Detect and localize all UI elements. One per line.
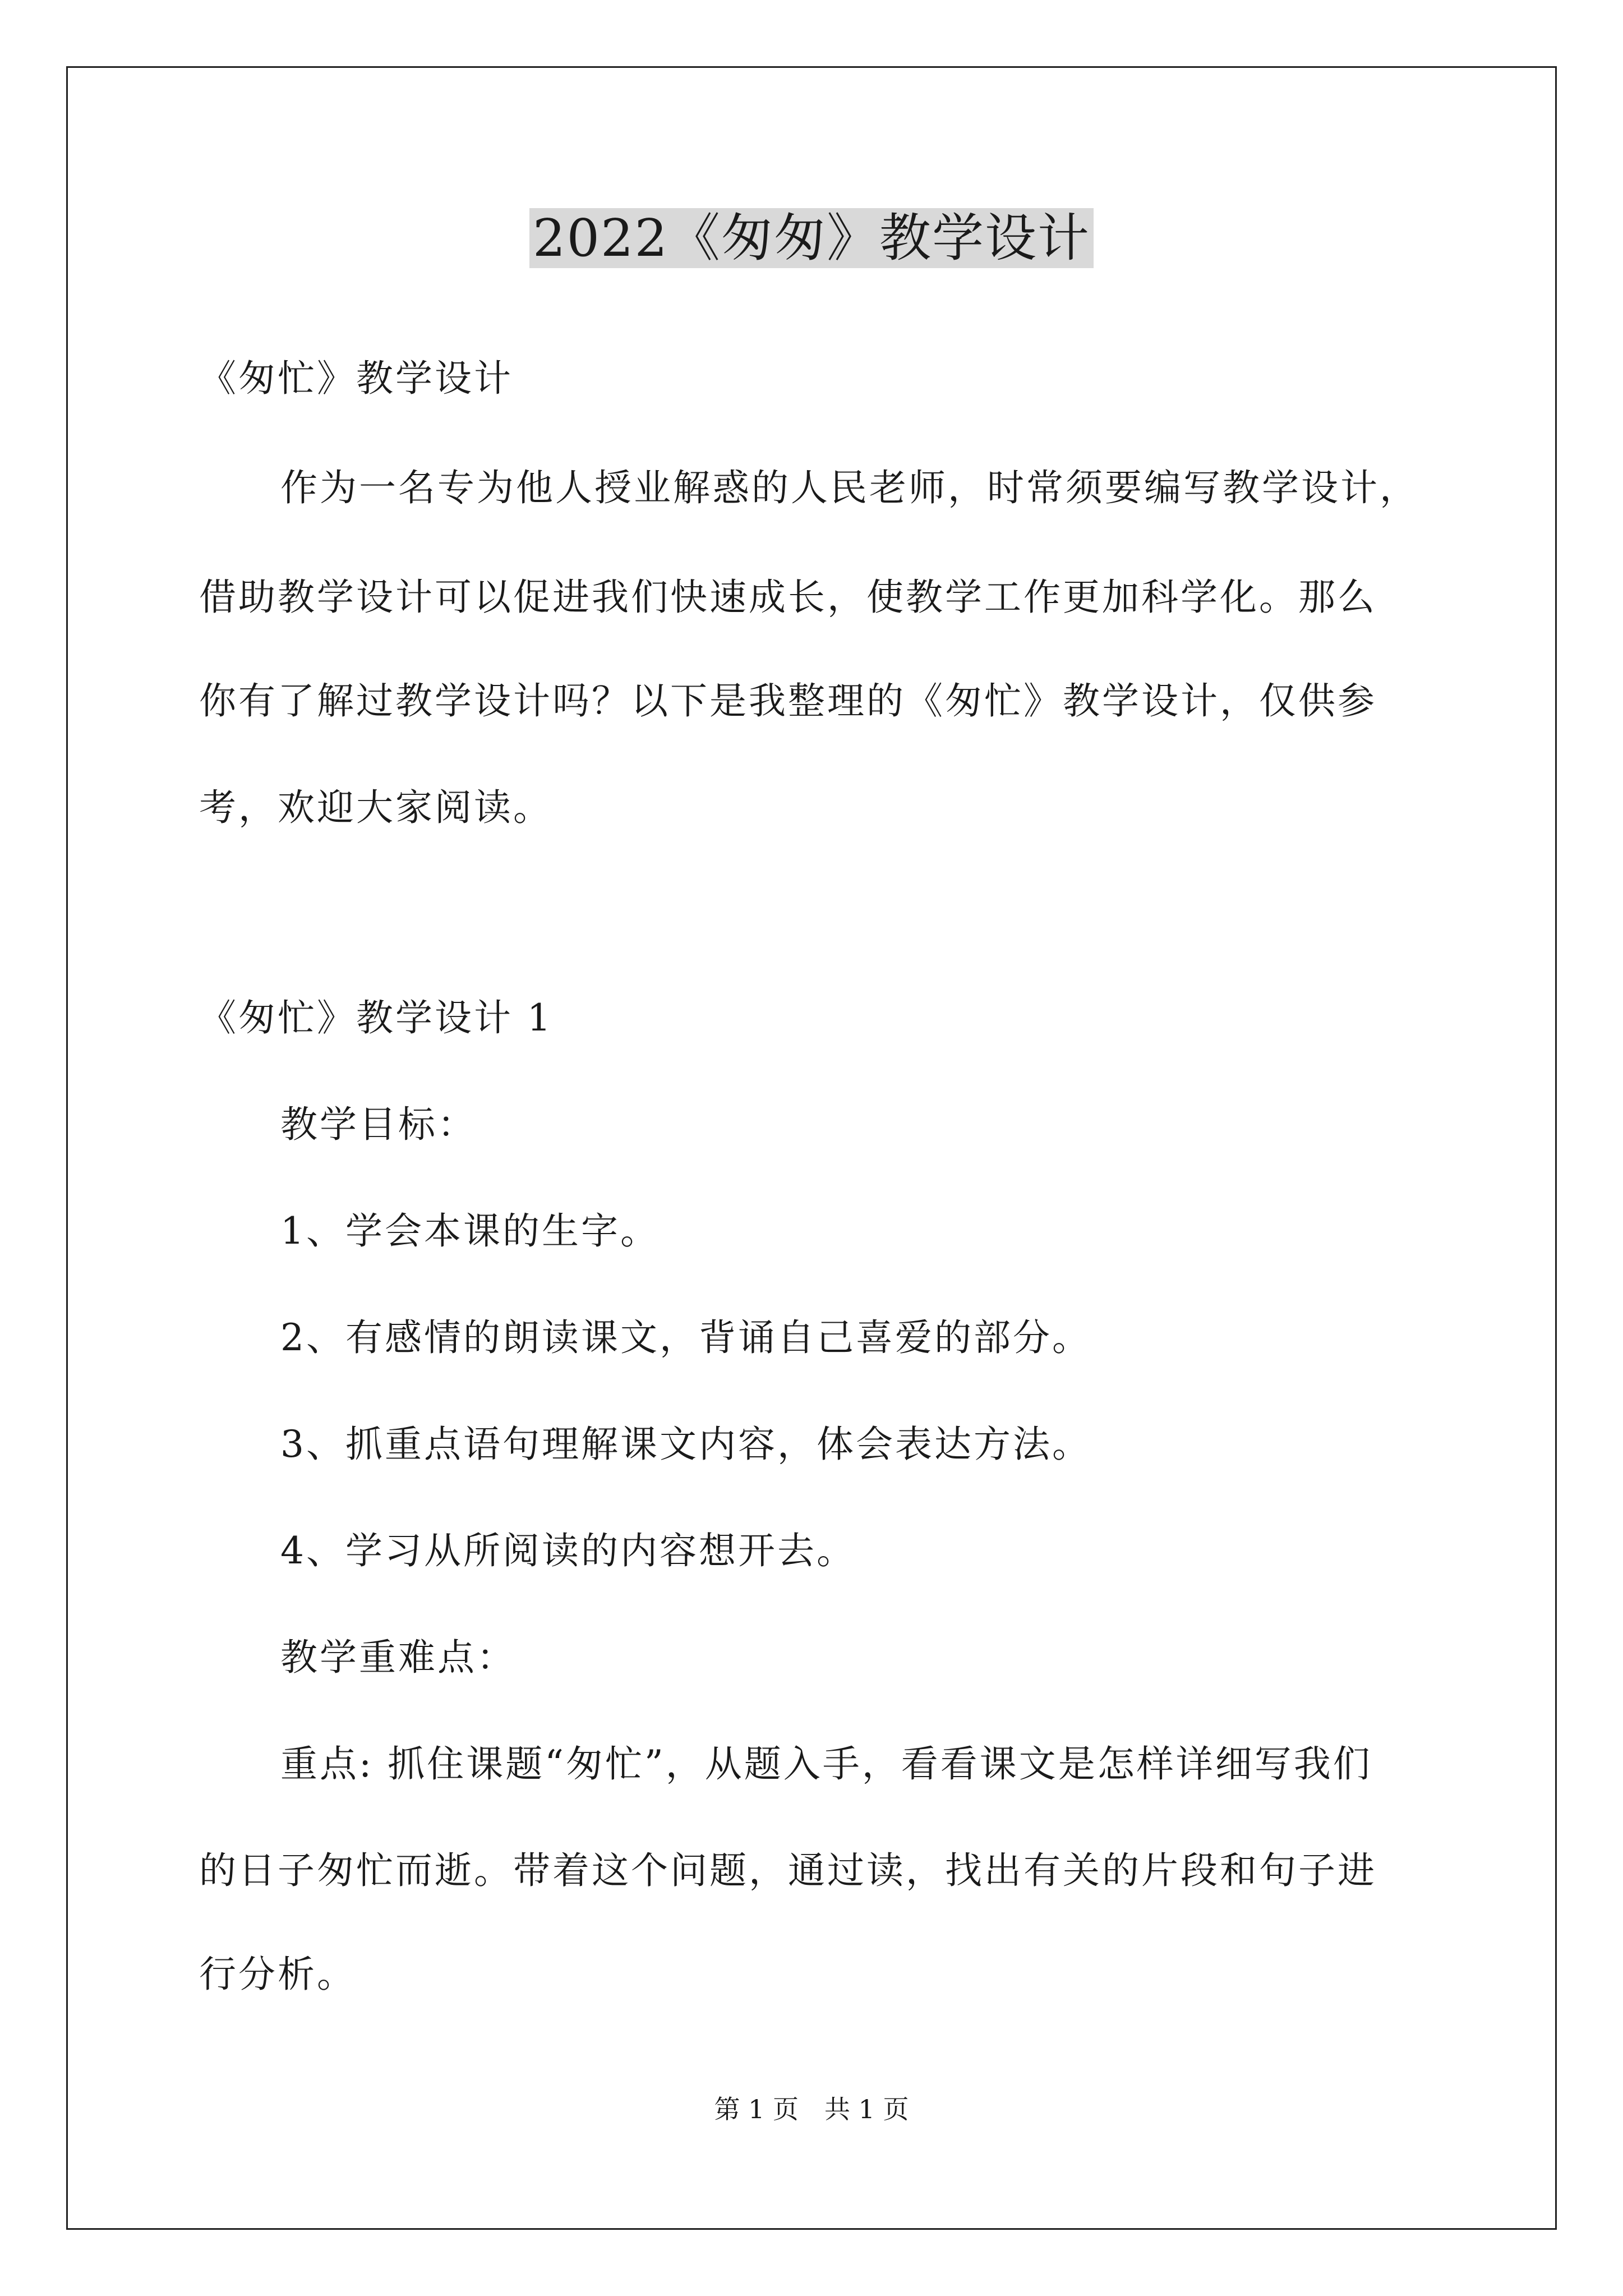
list-item: 3、抓重点语句理解课文内容，体会表达方法。 (280, 1423, 1091, 1466)
list-item: 4、学习从所阅读的内容想开去。 (280, 1529, 856, 1572)
document-title-text: 2022《匆匆》教学设计 (529, 208, 1094, 268)
paragraph-line: 你有了解过教学设计吗？以下是我整理的《匆忙》教学设计，仅供参 (199, 679, 1377, 723)
paragraph-line: 借助教学设计可以促进我们快速成长，使教学工作更加科学化。那么 (199, 576, 1377, 619)
page-footer: 第 1 页 共 1 页 (714, 2094, 909, 2124)
section-heading-intro: 《匆忙》教学设计 (199, 357, 513, 400)
paragraph-line: 作为一名专为他人授业解惑的人民老师，时常须要编写教学设计， (280, 466, 1419, 509)
paragraph-line: 考，欢迎大家阅读。 (199, 786, 552, 829)
paragraph-line: 重点: 抓住课题“匆忙”，从题入手，看看课文是怎样详细写我们 (280, 1742, 1372, 1786)
subheading-objectives: 教学目标： (280, 1103, 477, 1146)
list-item: 1、学会本课的生字。 (280, 1209, 660, 1253)
subheading-key-points: 教学重难点： (280, 1636, 516, 1679)
document-title (0, 199, 1623, 278)
paragraph-line: 行分析。 (199, 1953, 356, 1996)
section-heading-1: 《匆忙》教学设计 1 (199, 996, 553, 1039)
list-item: 2、有感情的朗读课文，背诵自己喜爱的部分。 (280, 1316, 1091, 1359)
paragraph-line: 的日子匆忙而逝。带着这个问题，通过读，找出有关的片段和句子进 (199, 1849, 1377, 1892)
